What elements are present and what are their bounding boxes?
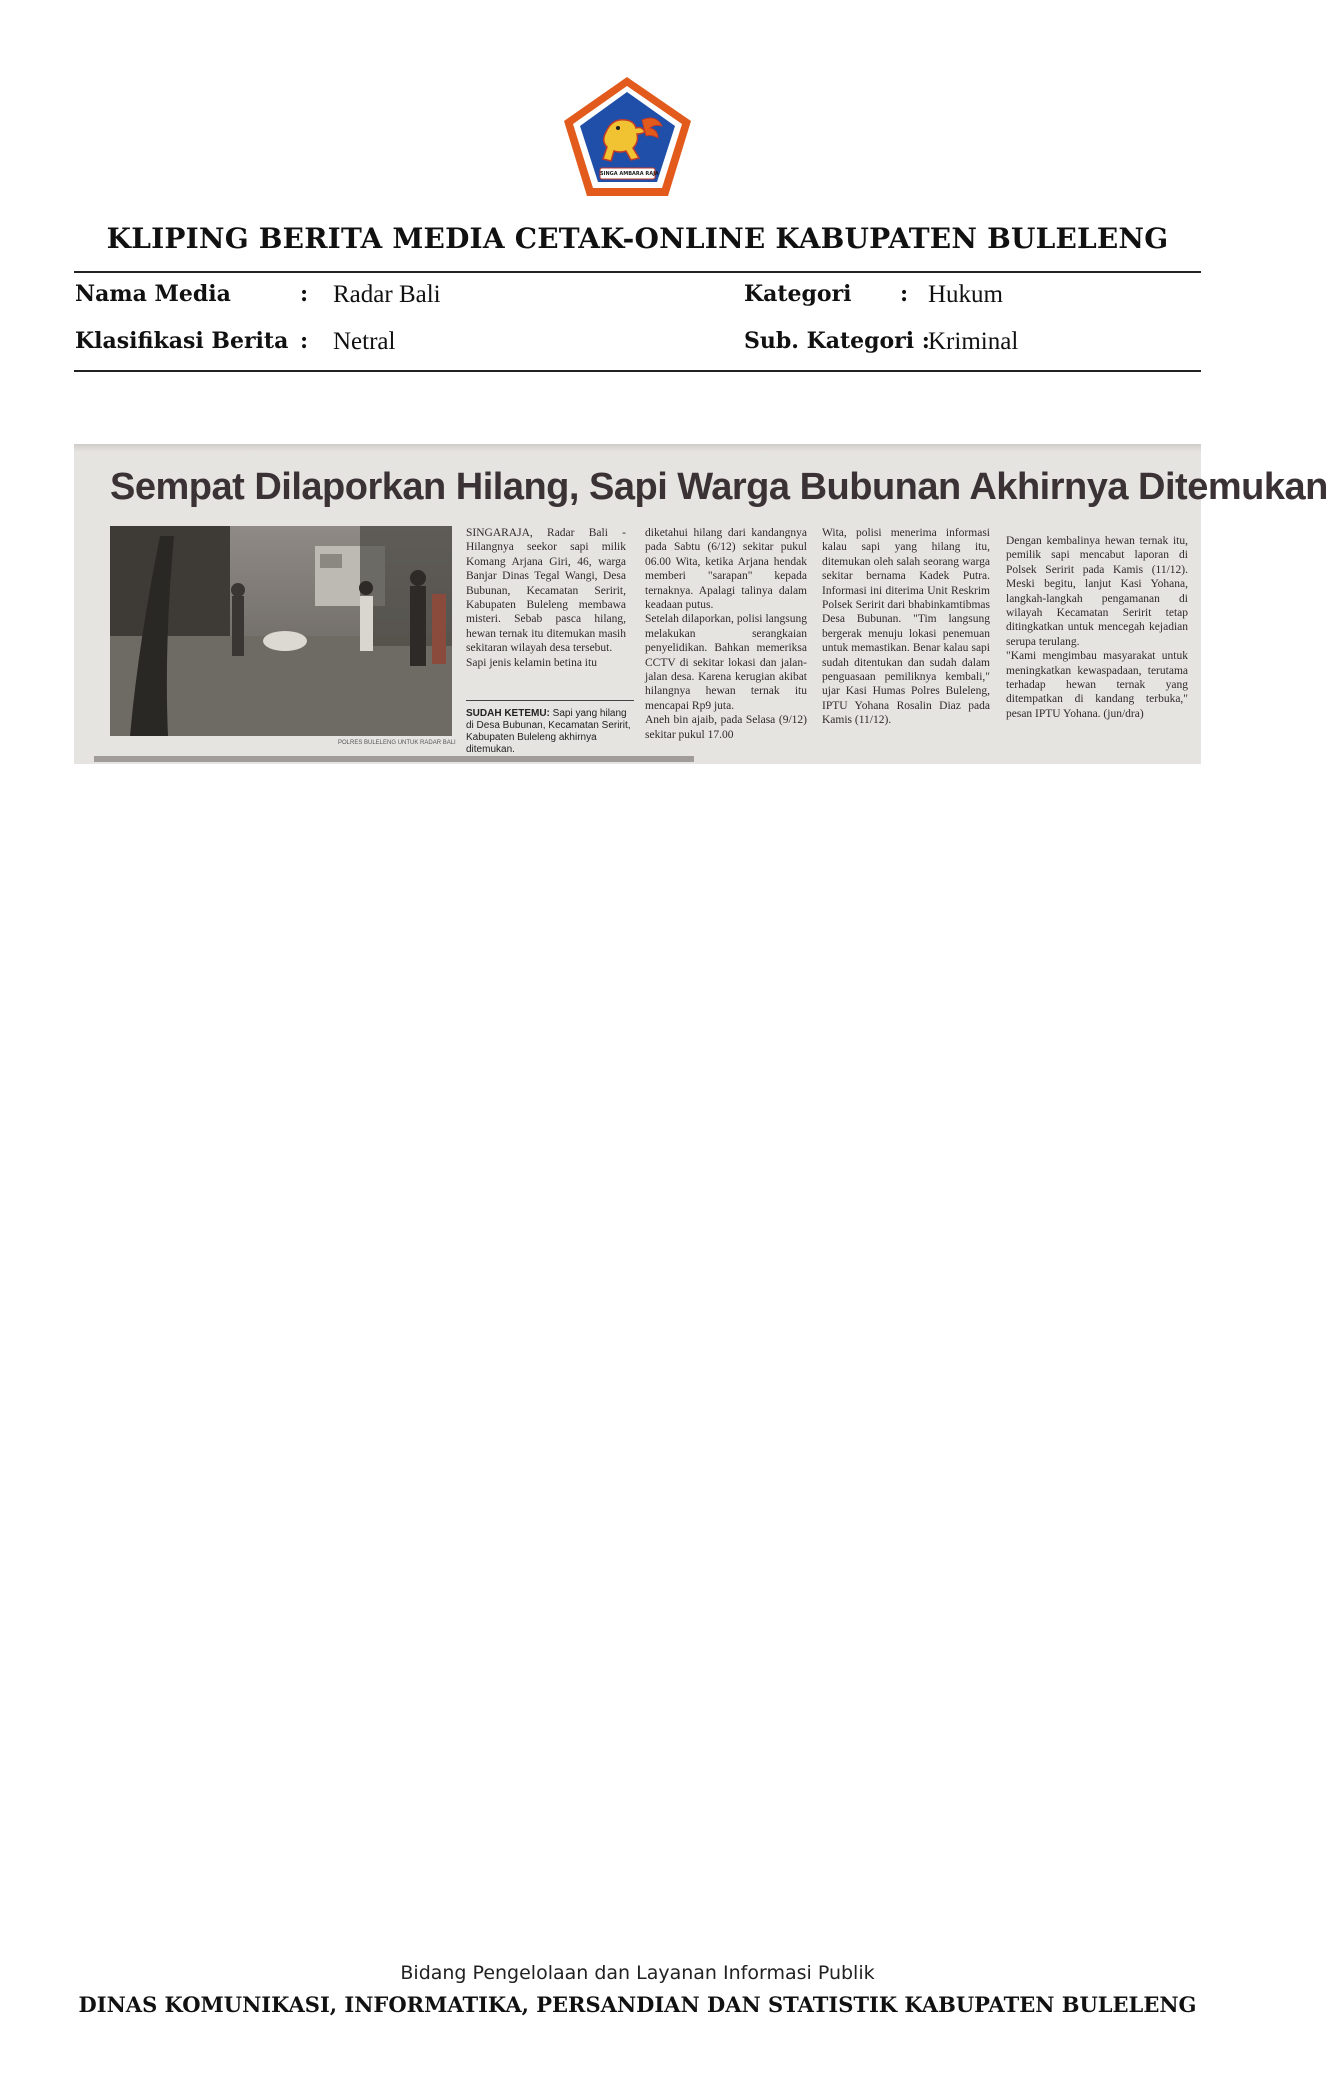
kategori-colon: : [900,281,909,307]
footer-agency: DINAS KOMUNIKASI, INFORMATIKA, PERSANDIAN DAN STATISTIK KABUPATEN BULELENG [78,1992,1197,2017]
nama-media-label: Nama Media [75,281,231,307]
article-column-4: Dengan kembalinya hewan ternak itu, pemilik sapi mencabut laporan di Polsek Seririt pada Kamis (11/12). Meski begitu, lanjut Kasi Yohana, langkah-langkah pengamanan di wilayah Kecamatan Seririt tetap ditingkatkan untuk mencegah kejadian serupa terulang. "Kami mengimbau masyarakat untuk meningkatkan kewaspadaan, terutama terhadap hewan ternak yang ditempatkan di kandang terbuka," pesan IPTU Yohana. (jun/dra) [1006,535,1188,720]
newspaper-photo-villagers-with-cow [110,526,452,736]
photo-caption-lead: SUDAH KETEMU: [466,708,550,719]
sub-kategori-label: Sub. Kategori : [744,328,930,354]
nama-media-value: Radar Bali [333,281,441,308]
clipping-edge [74,444,1201,452]
photo-caption-text: Sapi yang hilang di Desa Bubunan, Kecamatan Seririt, Kabupaten Buleleng akhirnya ditemukan. [466,708,631,755]
buleleng-regency-emblem-icon [560,74,695,200]
article-column-1: SINGARAJA, Radar Bali - Hilangnya seekor sapi milik Komang Arjana Giri, 46, warga Banjar Dinas Tegal Wangi, Desa Bubunan, Kecamatan Seririt, Kabupaten Buleleng membawa misteri. Sebab pasca hilang, hewan ternak itu ditemukan masih sekitaran wilayah desa tersebut. Sapi jenis kelamin betina itu [466,527,626,669]
header-top-divider [74,271,1201,273]
clipping-next-article-edge [94,756,694,762]
photo-credit: POLRES BULELENG UNTUK RADAR BALI [338,740,456,746]
klasifikasi-berita-label: Klasifikasi Berita [75,328,289,354]
article-column-3: Wita, polisi menerima informasi kalau sapi yang hilang itu, ditemukan oleh salah seorang warga sekitar bernama Kadek Putra. Informasi ini diterima Unit Reskrim Polsek Seririt dari bhabinkamtibmas Desa Bubunan. "Tim langsung bergerak menuju lokasi penemuan untuk memastikan. Benar kalau sapi sudah ditentukan dan sudah dalam penguasaan pemiliknya kembali," ujar Kasi Humas Polres Buleleng, IPTU Yohana Rosalin Diaz pada Kamis (11/12). [822,527,990,727]
header-bottom-divider [74,370,1201,372]
nama-media-colon: : [300,281,309,307]
emblem-motto: SINGA AMBARA RAJA [600,171,659,177]
article-headline: Sempat Dilaporkan Hilang, Sapi Warga Bubunan Akhirnya Ditemukan [110,466,1328,508]
klasifikasi-berita-value: Netral [333,328,396,355]
sub-kategori-value: Kriminal [928,328,1019,355]
document-title: KLIPING BERITA MEDIA CETAK-ONLINE KABUPATEN BULELENG [106,222,1169,255]
kategori-value: Hukum [928,281,1003,308]
kategori-label: Kategori [744,281,852,307]
newspaper-clipping [74,444,1328,764]
article-column-2: diketahui hilang dari kandangnya pada Sabtu (6/12) sekitar pukul 06.00 Wita, ketika Arjana hendak memberi "sarapan" kepada ternaknya. Apalagi talinya dalam keadaan putus. Setelah dilaporkan, polisi langsung melakukan serangkaian penyelidikan. Bahkan memeriksa CCTV di sekitar lokasi dan jalan-jalan desa. Karena kerugian akibat hilangnya hewan ternak itu mencapai Rp9 juta. Aneh bin ajaib, pada Selasa (9/12) sekitar pukul 17.00 [645,527,807,741]
photo-caption [466,708,636,756]
caption-divider [466,700,634,701]
footer-division: Bidang Pengelolaan dan Layanan Informasi Publik [400,1962,875,1984]
klasifikasi-berita-colon: : [300,328,309,354]
